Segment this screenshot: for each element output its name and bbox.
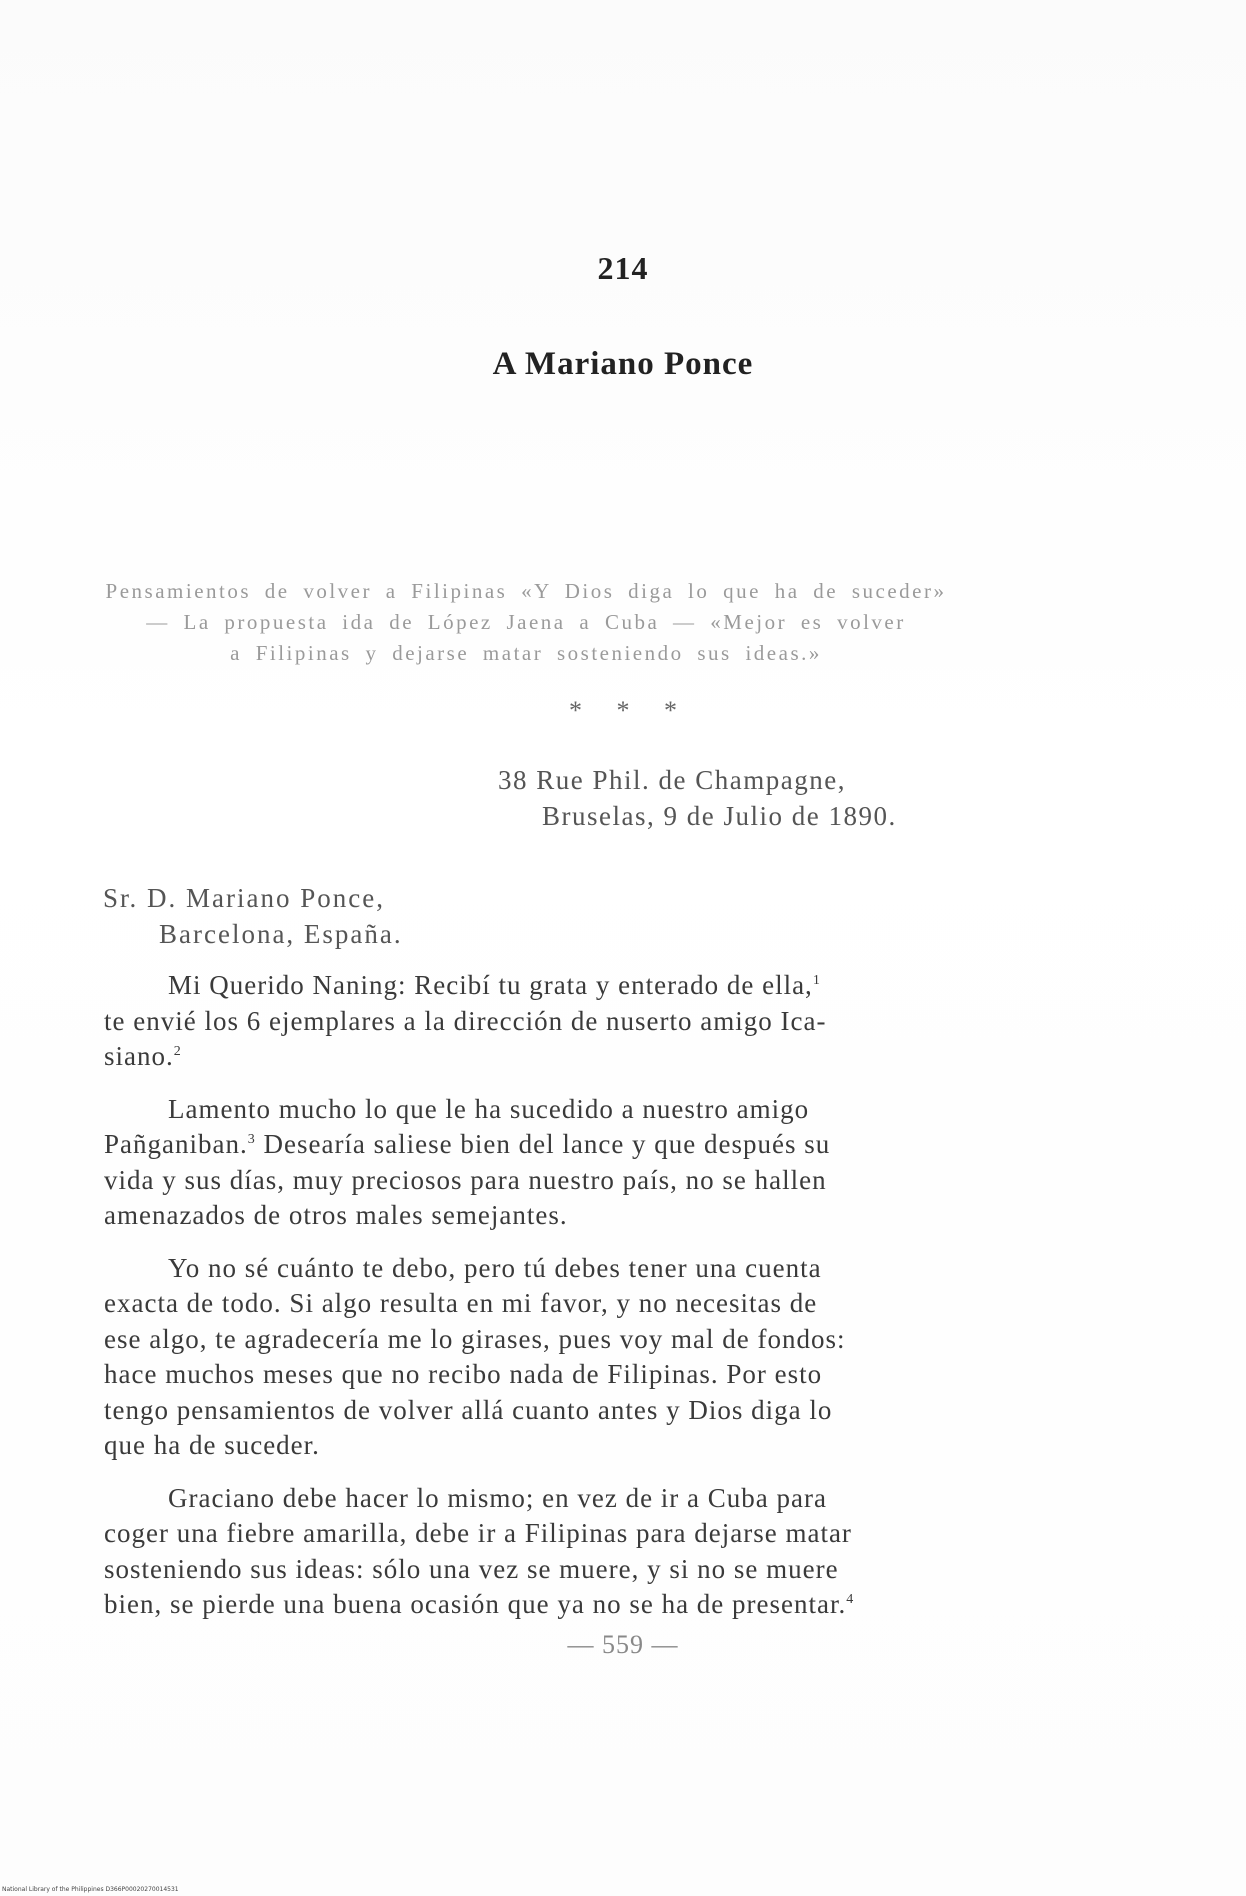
recipient-location: Barcelona, España. <box>159 919 403 949</box>
summary-line: a Filipinas y dejarse matar sosteniendo sus ideas.» <box>230 641 822 665</box>
letter-number: 214 <box>597 250 649 286</box>
paragraph-line: coger una fiebre amarilla, debe ir a Filipinas para dejarse matar <box>104 1518 852 1548</box>
address-place-date: Bruselas, 9 de Julio de 1890. <box>542 801 897 831</box>
section-separator: * * * <box>569 696 677 725</box>
address-street: 38 Rue Phil. de Champagne, <box>498 765 846 795</box>
footnote-mark: 4 <box>846 1592 855 1607</box>
footnote-mark: 1 <box>812 973 821 988</box>
paragraph-line: Lamento mucho lo que le ha sucedido a nuestro amigo <box>168 1093 810 1124</box>
paragraph-line: ese algo, te agradecería me lo girases, pues voy mal de fondos: <box>104 1323 846 1354</box>
paragraph-line: Pañganiban.$^3$ Desearía saliese bien del lance y que después su <box>104 1129 831 1159</box>
paragraph-line: te envié los 6 ejemplares a la dirección de nuserto amigo Ica- <box>104 1005 827 1036</box>
page-number: — 559 — <box>567 1630 679 1659</box>
footnote-mark: 2 <box>173 1044 182 1059</box>
paragraph-line: hace muchos meses que no recibo nada de Filipinas. Por esto <box>104 1359 823 1389</box>
paragraph-line: amenazados de otros males semejantes. <box>104 1200 568 1230</box>
paragraph-line: Graciano debe hacer lo mismo; en vez de ir a Cuba para <box>168 1482 827 1513</box>
letter-summary <box>96 576 956 669</box>
recipient-name: Sr. D. Mariano Ponce, <box>103 883 385 913</box>
paragraph <box>104 1251 956 1464</box>
paragraph-line: tengo pensamientos de volver allá cuanto antes y Dios diga lo <box>104 1394 833 1425</box>
recipient-block <box>103 880 403 952</box>
summary-line: Pensamientos de volver a Filipinas «Y Dios diga lo que ha de suceder» <box>105 579 947 603</box>
summary-line: — La propuesta ida de López Jaena a Cuba — «Mejor es volver <box>146 610 906 634</box>
paragraph-line: que ha de suceder. <box>104 1430 320 1460</box>
paragraph <box>104 968 956 1075</box>
paragraph <box>104 1481 956 1623</box>
paragraph-line: siano.$^2$ <box>104 1041 182 1071</box>
paragraph <box>104 1092 956 1234</box>
letter-body <box>104 968 956 1640</box>
paragraph-line: exacta de todo. Si algo resulta en mi favor, y no necesitas de <box>104 1288 818 1318</box>
footnote-mark: 3 <box>247 1132 256 1147</box>
letter-title: A Mariano Ponce <box>492 346 754 382</box>
paragraph-line: sosteniendo sus ideas: sólo una vez se muere, y si no se muere <box>104 1553 839 1584</box>
scan-footer: National Library of the Philippines D366P00020270014531 <box>2 1886 179 1893</box>
paragraph-line: Yo no sé cuánto te debo, pero tú debes tener una cuenta <box>168 1252 822 1283</box>
paragraph-line: vida y sus días, muy preciosos para nuestro país, no se hallen <box>104 1164 827 1195</box>
sender-address <box>498 762 897 834</box>
paragraph-line: Mi Querido Naning: Recibí tu grata y enterado de ella,$^1$ <box>168 970 821 1000</box>
paragraph-line: bien, se pierde una buena ocasión que ya no se ha de presentar.$^4$ <box>104 1589 855 1619</box>
